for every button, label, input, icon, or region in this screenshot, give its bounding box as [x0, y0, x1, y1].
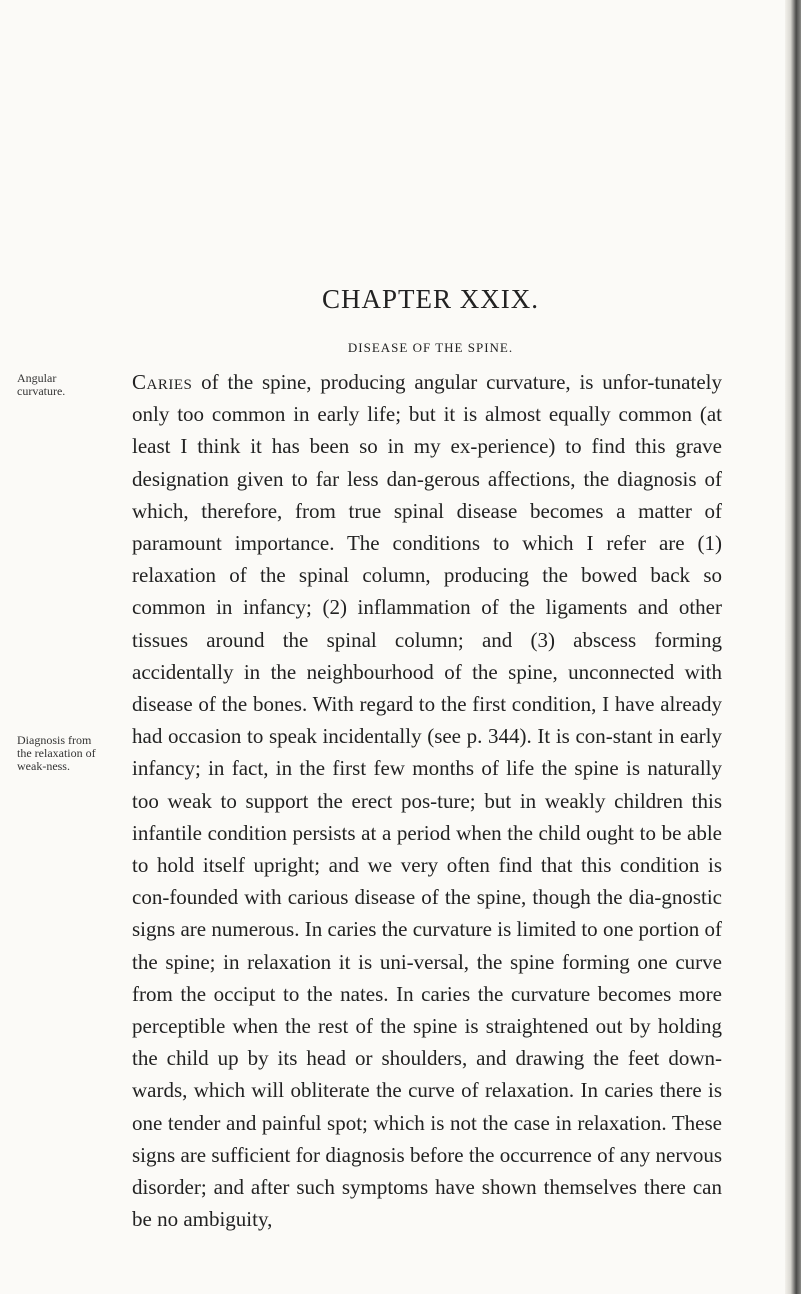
margin-note-diagnosis: Diagnosis from the relaxation of weak-ness. [17, 733, 96, 773]
first-word: Caries [132, 370, 193, 394]
section-title: DISEASE OF THE SPINE. [347, 340, 514, 355]
chapter-title: CHAPTER XXIX. [321, 284, 539, 314]
body-paragraph [132, 366, 722, 1235]
page-edge-shadow [785, 0, 801, 1294]
body-text: of the spine, producing angular curvature, is unfor-tunately only too common in early life; but it is almost equally common (at least I think it has been so in my ex-perience) to find this grave designation given to far less dan-gerous affections, the diagnosis of which, therefore, from true spinal disease becomes a matter of paramount importance. The conditions to which I refer are (1) relaxation of the spinal column, producing the bowed back so common in infancy; (2) inflammation of the ligaments and other tissues around the spinal column; and (3) abscess forming accidentally in the neighbourhood of the spine, unconnected with disease of the bones. With regard to the first condition, I have already had occasion to speak incidentally (see p. 344). It is con-stant in early infancy; in fact, in the first few months of life the spine is naturally too weak to support the erect pos-ture; but in weakly children this infantile condition persists at a period when the child ought to be able to hold itself upright; and we very often find that this condition is con-founded with carious disease of the spine, though the dia-gnostic signs are numerous. In caries the curvature is limited to one portion of the spine; in relaxation it is uni-versal, the spine forming one curve from the occiput to the nates. In caries the curvature becomes more perceptible when the rest of the spine is straightened out by holding the child up by its head or shoulders, and drawing the feet down-wards, which will obliterate the curve of relaxation. In caries there is one tender and painful spot; which is not the case in relaxation. These signs are sufficient for diagnosis before the occurrence of any nervous disorder; and after such symptoms have shown themselves there can be no ambiguity, [132, 370, 722, 1232]
margin-note-angular-curvature: Angular curvature. [17, 371, 66, 398]
